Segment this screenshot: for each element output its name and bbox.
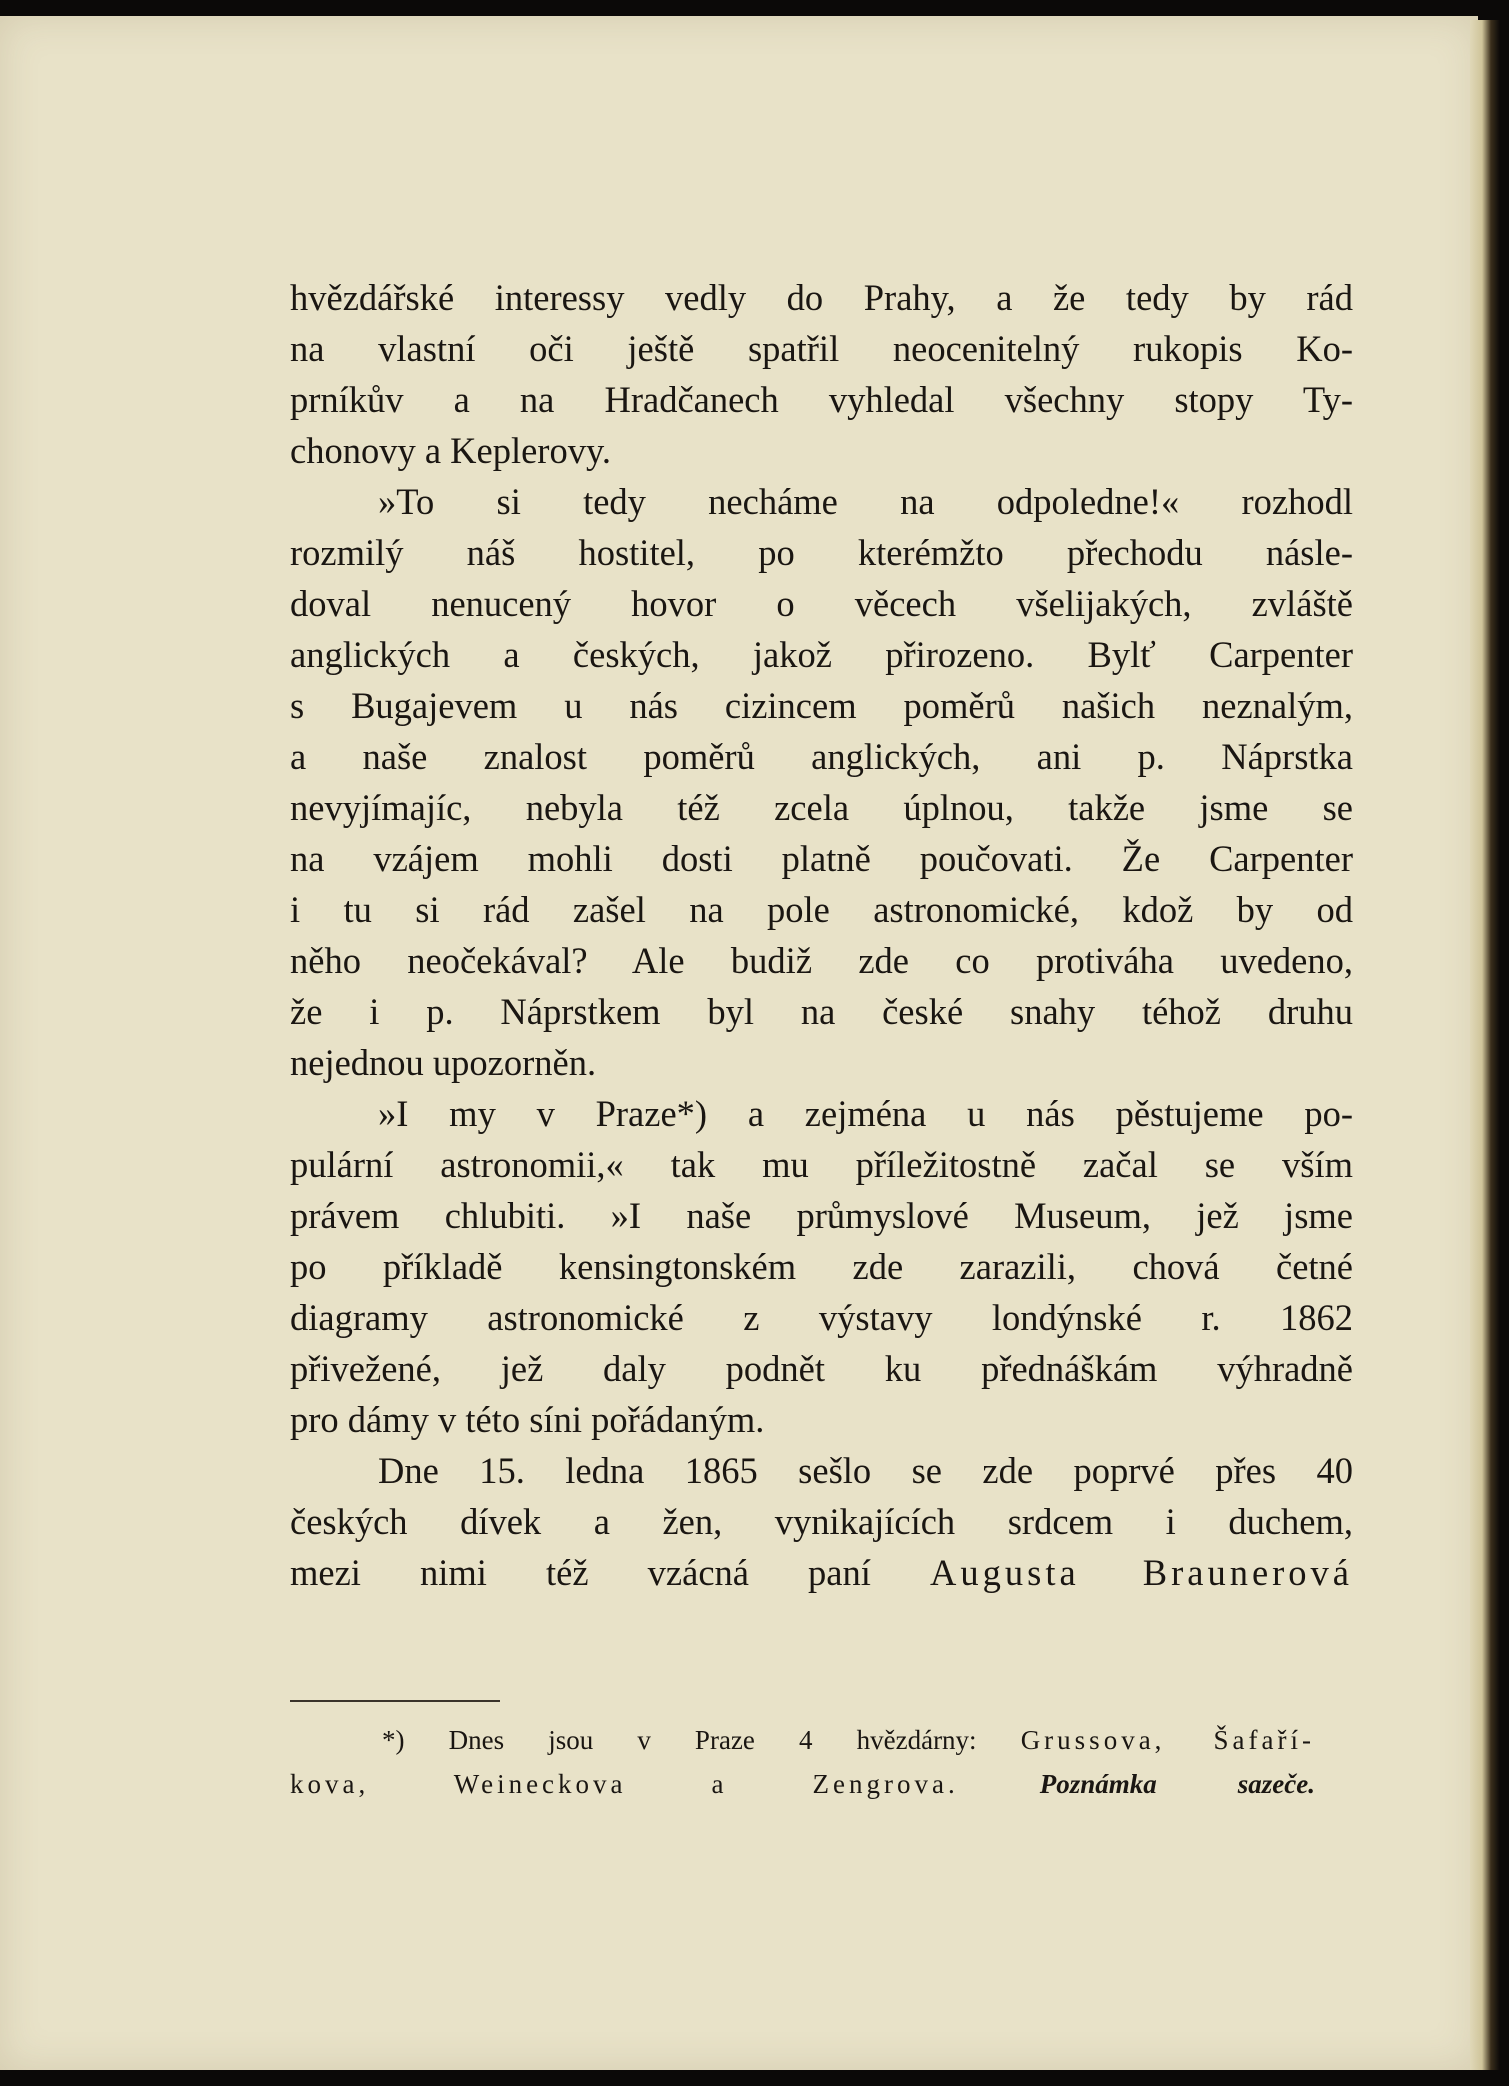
text-line: něho neočekával? Ale budiž zde co protiváha uvedeno,: [290, 940, 1353, 981]
text-line: prníkův a na Hradčanech vyhledal všechny stopy Ty-: [290, 379, 1353, 420]
line-prefix: mezi nimi též vzácná paní: [290, 1552, 871, 1593]
footnote-prefix: *) Dnes jsou v Praze 4 hvězdárny:: [382, 1725, 977, 1755]
footnote-names: Grussova, Šafaří-: [1020, 1725, 1315, 1755]
text-line: a naše znalost poměrů anglických, ani p. Náprstka: [290, 736, 1353, 777]
text-line: chonovy a Keplerovy.: [290, 430, 611, 471]
text-line: na vzájem mohli dosti platně poučovati. Že Carpenter: [290, 838, 1353, 879]
text-line: českých dívek a žen, vynikajících srdcem i duchem,: [290, 1501, 1353, 1542]
text-line: [290, 1547, 1353, 1598]
footnote-note: Poznámka sazeče.: [1039, 1769, 1315, 1799]
text-line: nevyjímajíc, nebyla též zcela úplnou, takže jsme se: [290, 787, 1353, 828]
text-line: Dne 15. ledna 1865 sešlo se zde poprvé přes 40: [378, 1450, 1353, 1491]
text-line: »To si tedy necháme na odpoledne!« rozhodl: [378, 481, 1353, 522]
text-line: s Bugajevem u nás cizincem poměrů našich neznalým,: [290, 685, 1353, 726]
text-line: nejednou upozorněn.: [290, 1042, 597, 1083]
footnote-names: kova, Weineckova a Zengrova.: [290, 1769, 959, 1799]
text-line: že i p. Náprstkem byl na české snahy téhož druhu: [290, 991, 1353, 1032]
text-line: »I my v Praze*) a zejména u nás pěstujeme po-: [378, 1093, 1353, 1134]
footnote-rule: [290, 1700, 500, 1702]
footnote-line: [290, 1718, 1315, 1762]
footnote: [290, 1718, 1315, 1806]
text-line: na vlastní oči ještě spatřil neocenitelný rukopis Ko-: [290, 328, 1353, 369]
page-edge: [1470, 20, 1500, 2070]
text-line: diagramy astronomické z výstavy londýnské r. 1862: [290, 1297, 1353, 1338]
text-line: pro dámy v této síni pořádaným.: [290, 1399, 765, 1440]
paragraph-4: [290, 1445, 1353, 1598]
text-line: po příkladě kensingtonském zde zarazili, chová četné: [290, 1246, 1353, 1287]
text-line: i tu si rád zašel na pole astronomické, kdož by od: [290, 889, 1353, 930]
paragraph-2: [290, 476, 1353, 1088]
text-line: pulární astronomii,« tak mu příležitostně začal se vším: [290, 1144, 1353, 1185]
text-line: rozmilý náš hostitel, po kterémžto přechodu násle-: [290, 532, 1353, 573]
footnote-line: [290, 1762, 1315, 1806]
body-text: [290, 272, 1353, 1598]
text-line: anglických a českých, jakož přirozeno. Bylť Carpenter: [290, 634, 1353, 675]
text-line: přivežené, jež daly podnět ku přednáškám výhradně: [290, 1348, 1353, 1389]
paragraph-1: [290, 272, 1353, 476]
text-line: hvězdářské interessy vedly do Prahy, a že tedy by rád: [290, 277, 1353, 318]
spaced-name: Augusta Braunerová: [930, 1552, 1353, 1593]
paragraph-3: [290, 1088, 1353, 1445]
text-line: doval nenucený hovor o věcech všelijakých, zvláště: [290, 583, 1353, 624]
text-line: právem chlubiti. »I naše průmyslové Museum, jež jsme: [290, 1195, 1353, 1236]
